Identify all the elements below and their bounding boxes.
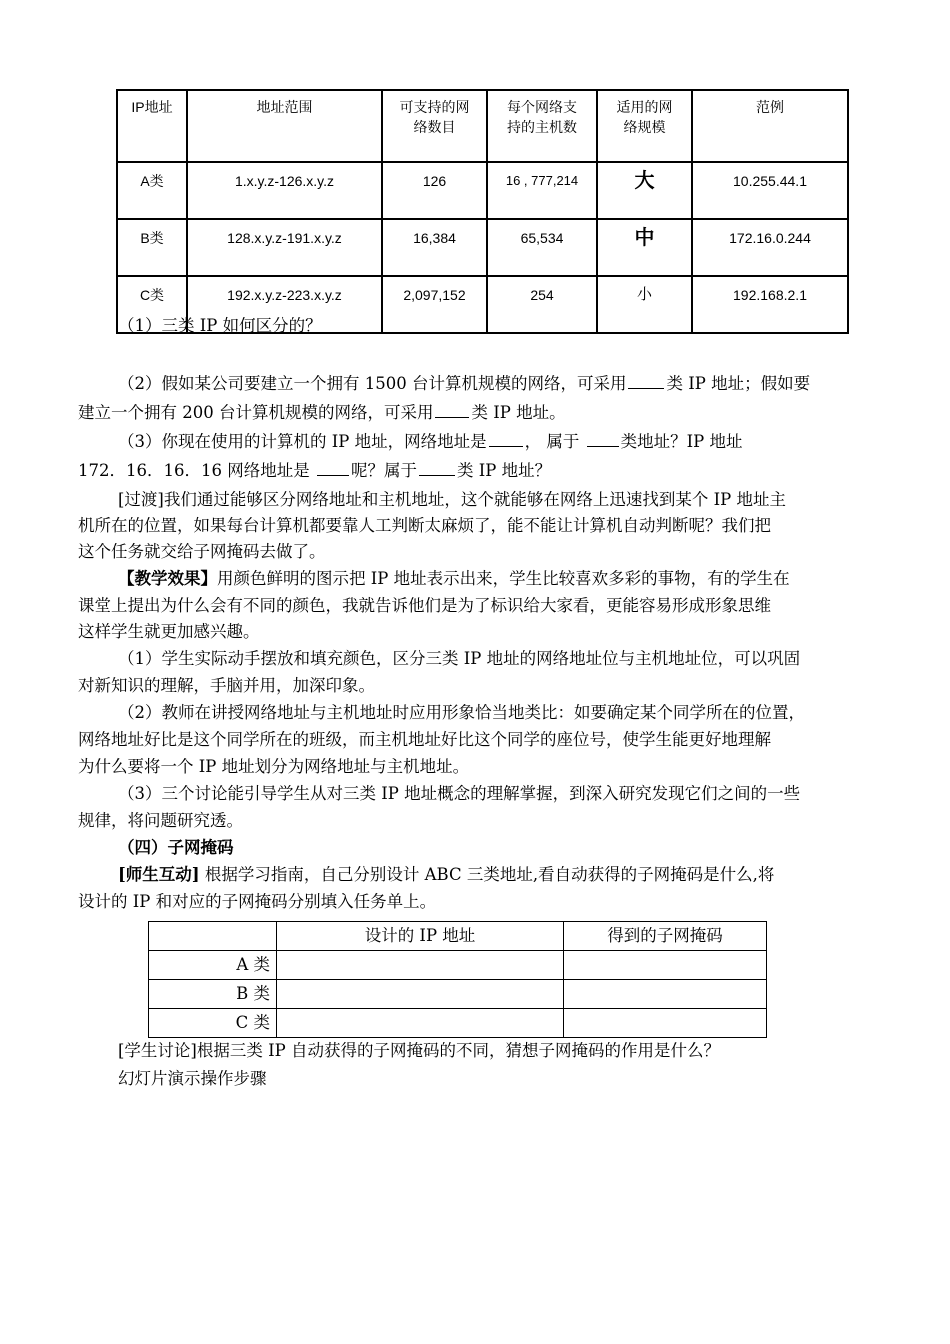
subnet-mask-cell[interactable]: [564, 951, 767, 980]
answer-blank[interactable]: [587, 445, 619, 447]
designed-ip-cell[interactable]: [277, 951, 564, 980]
table-row: [117, 219, 848, 276]
example-cell: 172.16.0.244: [692, 219, 848, 276]
header-hosts: 每个网络支 持的主机数: [487, 90, 597, 162]
class-cell: C类: [117, 276, 187, 333]
example-cell: 192.168.2.1: [692, 276, 848, 333]
answer-blank[interactable]: [317, 474, 349, 476]
effect-line: 这样学生就更加感兴趣。: [78, 622, 260, 641]
question-3-line-1: （3）你现在使用的计算机的 IP 地址，网络地址是 ， 属于 类地址？IP 地址: [118, 432, 743, 451]
section-heading: （四）子网掩码: [118, 838, 234, 857]
question-1: （1）三类 IP 如何区分的？: [118, 316, 322, 335]
subnet-mask-cell[interactable]: [564, 1009, 767, 1038]
question-2-line-1: （2）假如某公司要建立一个拥有 1500 台计算机规模的网络，可采用 类 IP 地址；假如要: [118, 374, 811, 393]
header-range: 地址范围: [187, 90, 382, 162]
header-networks: 可支持的网 络数目: [382, 90, 487, 162]
discussion-line: [学生讨论]根据三类 IP 自动获得的子网掩码的不同，猜想子网掩码的作用是什么？: [118, 1041, 720, 1060]
effect-point-2-cont: 为什么要将一个 IP 地址划分为网络地址与主机地址。: [78, 757, 470, 776]
row-label: A 类: [149, 951, 277, 980]
header-scale: 适用的网 络规模: [597, 90, 692, 162]
hosts-cell: 254: [487, 276, 597, 333]
header-example: 范例: [692, 90, 848, 162]
class-cell: A类: [117, 162, 187, 219]
networks-cell: 2,097,152: [382, 276, 487, 333]
hosts-cell: 16 , 777,214: [487, 162, 597, 219]
scale-cell: 中: [597, 219, 692, 276]
effect-line: 【教学效果】用颜色鲜明的图示把 IP 地址表示出来，学生比较喜欢多彩的事物，有的学生在: [118, 569, 790, 588]
table-row: [149, 1009, 767, 1038]
row-label: B 类: [149, 980, 277, 1009]
effect-point-3-cont: 规律，将问题研究透。: [78, 811, 243, 830]
range-cell: 128.x.y.z-191.x.y.z: [187, 219, 382, 276]
subnet-mask-cell[interactable]: [564, 980, 767, 1009]
question-3-line-2: 172．16．16．16 网络地址是 呢？属于 类 IP 地址？: [78, 461, 552, 480]
effect-point-3: （3）三个讨论能引导学生从对三类 IP 地址概念的理解掌握，到深入研究发现它们之间的一些: [118, 784, 801, 803]
effect-tag: 【教学效果】: [118, 569, 217, 588]
row-label: C 类: [149, 1009, 277, 1038]
table-row: [149, 980, 767, 1009]
header-blank: [149, 922, 277, 951]
slides-line: 幻灯片演示操作步骤: [118, 1069, 267, 1088]
answer-blank[interactable]: [435, 416, 469, 418]
hosts-cell: 65,534: [487, 219, 597, 276]
transition-line: 机所在的位置，如果每台计算机都要靠人工判断太麻烦了，能不能让计算机自动判断呢？我们把: [78, 516, 771, 535]
scale-cell: 大: [597, 162, 692, 219]
table-row: [117, 162, 848, 219]
effect-point-2: （2）教师在讲授网络地址与主机地址时应用形象恰当地类比：如要确定某个同学所在的位置，: [118, 703, 805, 722]
example-cell: 10.255.44.1: [692, 162, 848, 219]
interaction-line: [师生互动] 根据学习指南，自己分别设计 ABC 三类地址,看自动获得的子网掩码是什么,将: [118, 865, 775, 884]
designed-ip-cell[interactable]: [277, 980, 564, 1009]
subnet-task-table: [148, 921, 767, 1038]
header-subnet-mask: 得到的子网掩码: [564, 922, 767, 951]
table-row: [149, 951, 767, 980]
networks-cell: 126: [382, 162, 487, 219]
header-designed-ip: 设计的 IP 地址: [277, 922, 564, 951]
designed-ip-cell[interactable]: [277, 1009, 564, 1038]
networks-cell: 16,384: [382, 219, 487, 276]
interaction-tag: [师生互动]: [118, 865, 200, 884]
question-2-line-2: 建立一个拥有 200 台计算机规模的网络，可采用 类 IP 地址。: [78, 403, 566, 422]
effect-point-1: （1）学生实际动手摆放和填充颜色，区分三类 IP 地址的网络地址位与主机地址位，可以巩固: [118, 649, 801, 668]
transition-line: [过渡]我们通过能够区分网络地址和主机地址，这个就能够在网络上迅速找到某个 IP 地址主: [118, 490, 786, 509]
answer-blank[interactable]: [489, 445, 523, 447]
range-cell: 1.x.y.z-126.x.y.z: [187, 162, 382, 219]
class-cell: B类: [117, 219, 187, 276]
header-ip: IP地址: [117, 90, 187, 162]
answer-blank[interactable]: [628, 387, 664, 389]
effect-point-1-cont: 对新知识的理解，手脑并用，加深印象。: [78, 676, 375, 695]
ip-table-header-row: [117, 90, 848, 162]
scale-cell: 小: [597, 276, 692, 333]
effect-line: 课堂上提出为什么会有不同的颜色，我就告诉他们是为了标识给大家看，更能容易形成形象思维: [78, 596, 771, 615]
subnet-header-row: [149, 922, 767, 951]
effect-point-2-cont: 网络地址好比是这个同学所在的班级，而主机地址好比这个同学的座位号，使学生能更好地理解: [78, 730, 771, 749]
answer-blank[interactable]: [419, 474, 455, 476]
transition-line: 这个任务就交给子网掩码去做了。: [78, 542, 326, 561]
range-cell: 192.x.y.z-223.x.y.z: [187, 276, 382, 333]
ip-class-table: [116, 89, 849, 334]
interaction-line: 设计的 IP 和对应的子网掩码分别填入任务单上。: [78, 892, 437, 911]
